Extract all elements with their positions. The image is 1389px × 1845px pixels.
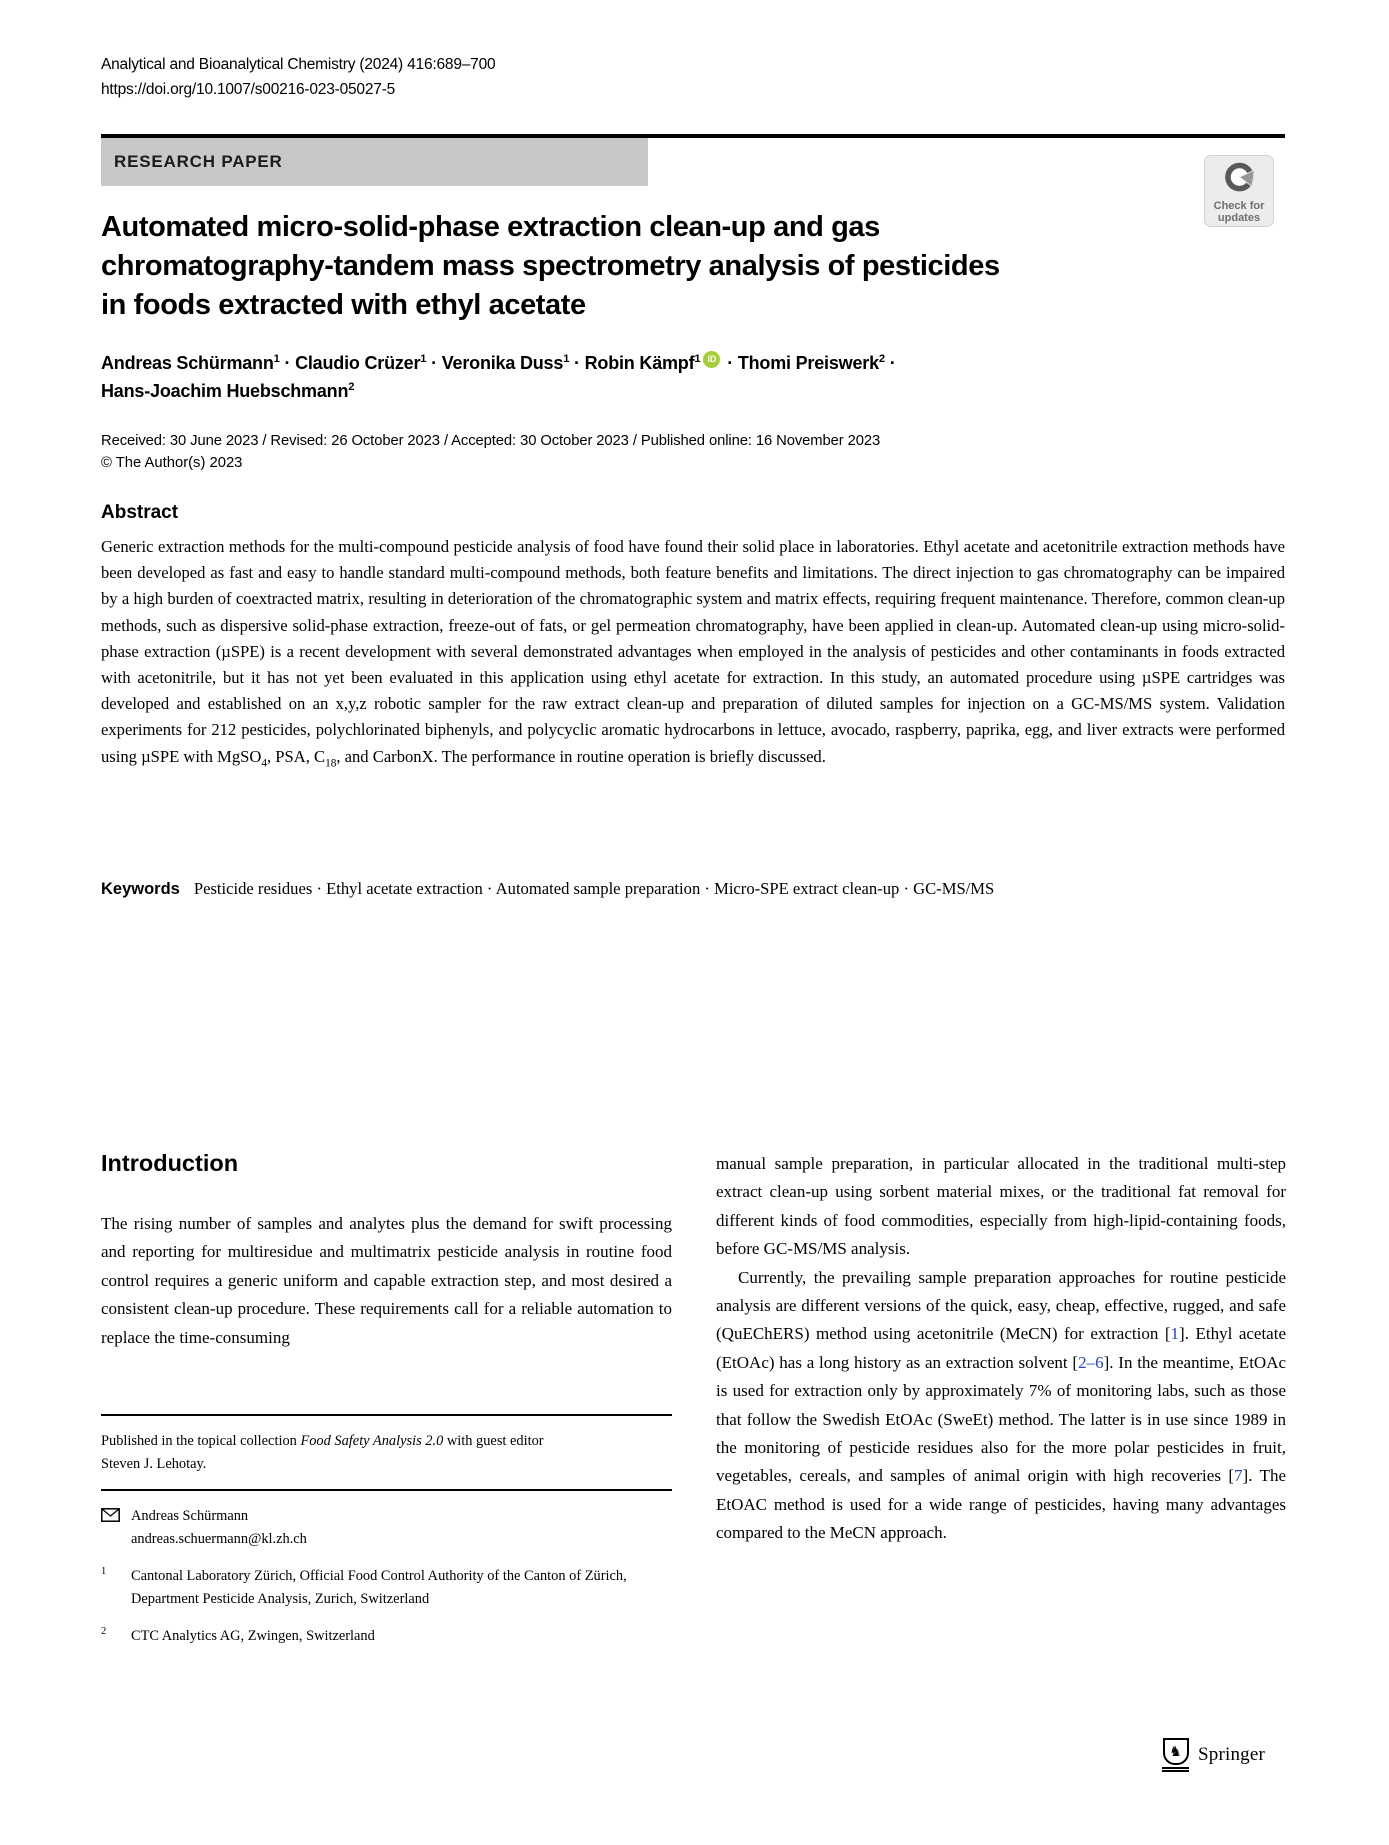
journal-citation: Analytical and Bioanalytical Chemistry (2024) 416:689–700 xyxy=(101,56,496,73)
paragraph: manual sample preparation, in particular allocated in the traditional multi-step extract clean-up using sorbent material mixes, or the traditional fat removal for different kinds of food commodities, especially from high-lipid-containing foods, before GC-MS/MS analysis. xyxy=(716,1154,1286,1259)
email-icon xyxy=(101,1505,131,1551)
reference-link[interactable]: 1 xyxy=(1170,1324,1180,1344)
article-type-banner: RESEARCH PAPER xyxy=(101,138,648,186)
publisher-name: Springer xyxy=(1198,1744,1266,1765)
keywords-block xyxy=(101,875,1285,903)
footnote-block xyxy=(101,1414,672,1648)
corresponding-author-email[interactable]: andreas.schuermann@kl.zh.ch xyxy=(131,1531,307,1547)
check-for-updates-label: Check for updates xyxy=(1213,200,1265,224)
affiliation-text: Cantonal Laboratory Zürich, Official Food Control Authority of the Canton of Zürich, Department Pesticide Analysis, Zurich, Switzerland xyxy=(131,1568,627,1607)
abstract-heading: Abstract xyxy=(101,502,179,523)
springer-logo xyxy=(1162,1738,1265,1772)
affiliation-text: CTC Analytics AG, Zwingen, Switzerland xyxy=(131,1628,375,1644)
right-column xyxy=(716,1150,1286,1548)
article-title xyxy=(101,208,1000,325)
abstract-text: Generic extraction methods for the multi-compound pesticide analysis of food have found their solid place in laboratories. Ethyl acetate and acetonitrile extraction methods have been developed as fast and easy to handle standard multi-compound methods, both feature benefits and limitations. The direct injection to gas chromatography can be impaired by a high burden of coextracted matrix, resulting in deterioration of the chromatographic system and matrix effects, requiring frequent maintenance. Therefore, common clean-up methods, such as dispersive solid-phase extraction, freeze-out of fats, or gel permeation chromatography, have been applied in clean-up. Automated clean-up using micro-solid-phase extraction (µSPE) is a recent development with several demonstrated advantages when employed in the analysis of pesticides and other contaminants in foods extracted with acetonitrile, but it has not yet been evaluated in this application using ethyl acetate for extraction. In this study, an automated procedure using µSPE cartridges was developed and established on an x,y,z robotic sampler for the raw extract clean-up and preparation of diluted samples for injection on a GC-MS/MS system. Validation experiments for 212 pesticides, polychlorinated biphenyls, and polycyclic aromatic hydrocarbons in lettuce, avocado, raspberry, paprika, egg, and liver extracts were performed using µSPE with MgSO$_4$, PSA, $C_{18}$, and CarbonX. The performance in routine operation is briefly discussed. xyxy=(101,537,1285,769)
affiliation-marker: 2 xyxy=(101,1626,107,1637)
check-for-updates-badge[interactable] xyxy=(1204,155,1274,227)
paragraph: Currently, the prevailing sample preparation approaches for routine pesticide analysis are different versions of the quick, easy, cheap, effective, rugged, and safe (QuEChERS) method using acetonitrile (MeCN) for extraction [1]. Ethyl acetate (EtOAc) has a long history as an extraction solvent [2–6]. In the meantime, EtOAc is used for extraction only by approximately 7% of monitoring labs, such as those that follow the Swedish EtOAc (SweEt) method. The latter is in use since 1989 in the monitoring of pesticide residues also for the more polar pesticides in fruit, vegetables, cereals, and samples of animal origin with high recoveries [7]. The EtOAC method is used for a wide range of pesticides, having many advantages compared to the MeCN approach. xyxy=(716,1267,1287,1543)
corresponding-author-name: Andreas Schürmann xyxy=(131,1508,249,1524)
author-list xyxy=(101,349,896,405)
reference-link[interactable]: 2–6 xyxy=(1078,1352,1104,1372)
keywords-text: Pesticide residues · Ethyl acetate extraction · Automated sample preparation · Micro-SPE extract clean-up · GC-MS/MS xyxy=(193,879,995,898)
copyright-notice: © The Author(s) 2023 xyxy=(101,455,243,471)
springer-horse-icon: ♞ xyxy=(1162,1738,1189,1772)
reference-link[interactable]: 7 xyxy=(1234,1466,1243,1486)
footnote-rule xyxy=(101,1414,672,1416)
collection-note: Published in the topical collection Food Safety Analysis 2.0 with guest editor Steven J. Lehotay. xyxy=(101,1433,544,1472)
orcid-icon[interactable]: iD xyxy=(703,351,720,368)
section-heading-introduction: Introduction xyxy=(101,1150,239,1176)
left-column xyxy=(101,1150,672,1352)
keywords-label: Keywords xyxy=(101,880,180,898)
correspondence xyxy=(101,1505,672,1551)
footnote-rule xyxy=(101,1489,672,1491)
title-line: in foods extracted with ethyl acetate xyxy=(101,289,586,321)
title-line: Automated micro-solid-phase extraction clean-up and gas xyxy=(101,211,880,243)
title-line: chromatography-tandem mass spectrometry analysis of pesticides xyxy=(101,250,1000,282)
paragraph: The rising number of samples and analytes plus the demand for swift processing and reporting for multiresidue and multimatrix pesticide analysis in routine food control requires a generic uniform and capable extraction step, and most desired a consistent clean-up procedure. These requirements call for a reliable automation to replace the time-consuming xyxy=(101,1214,672,1347)
article-history: Received: 30 June 2023 / Revised: 26 October 2023 / Accepted: 30 October 2023 / Published online: 16 November 2023 xyxy=(101,433,881,449)
affiliation xyxy=(101,1625,672,1648)
author-line: Andreas Schürmann$^1$ · Claudio Crüzer$^1$ · Veronika Duss$^1$ · Robin Kämpf$^1$ iD · Thomi Preiswerk$^2$ · xyxy=(101,353,896,373)
crossmark-icon xyxy=(1221,161,1258,200)
doi-link[interactable]: https://doi.org/10.1007/s00216-023-05027-5 xyxy=(101,81,396,98)
author-line: Hans-Joachim Huebschmann$^2$ xyxy=(101,381,355,401)
affiliation xyxy=(101,1565,672,1611)
affiliation-marker: 1 xyxy=(101,1566,107,1577)
journal-header xyxy=(101,52,495,102)
